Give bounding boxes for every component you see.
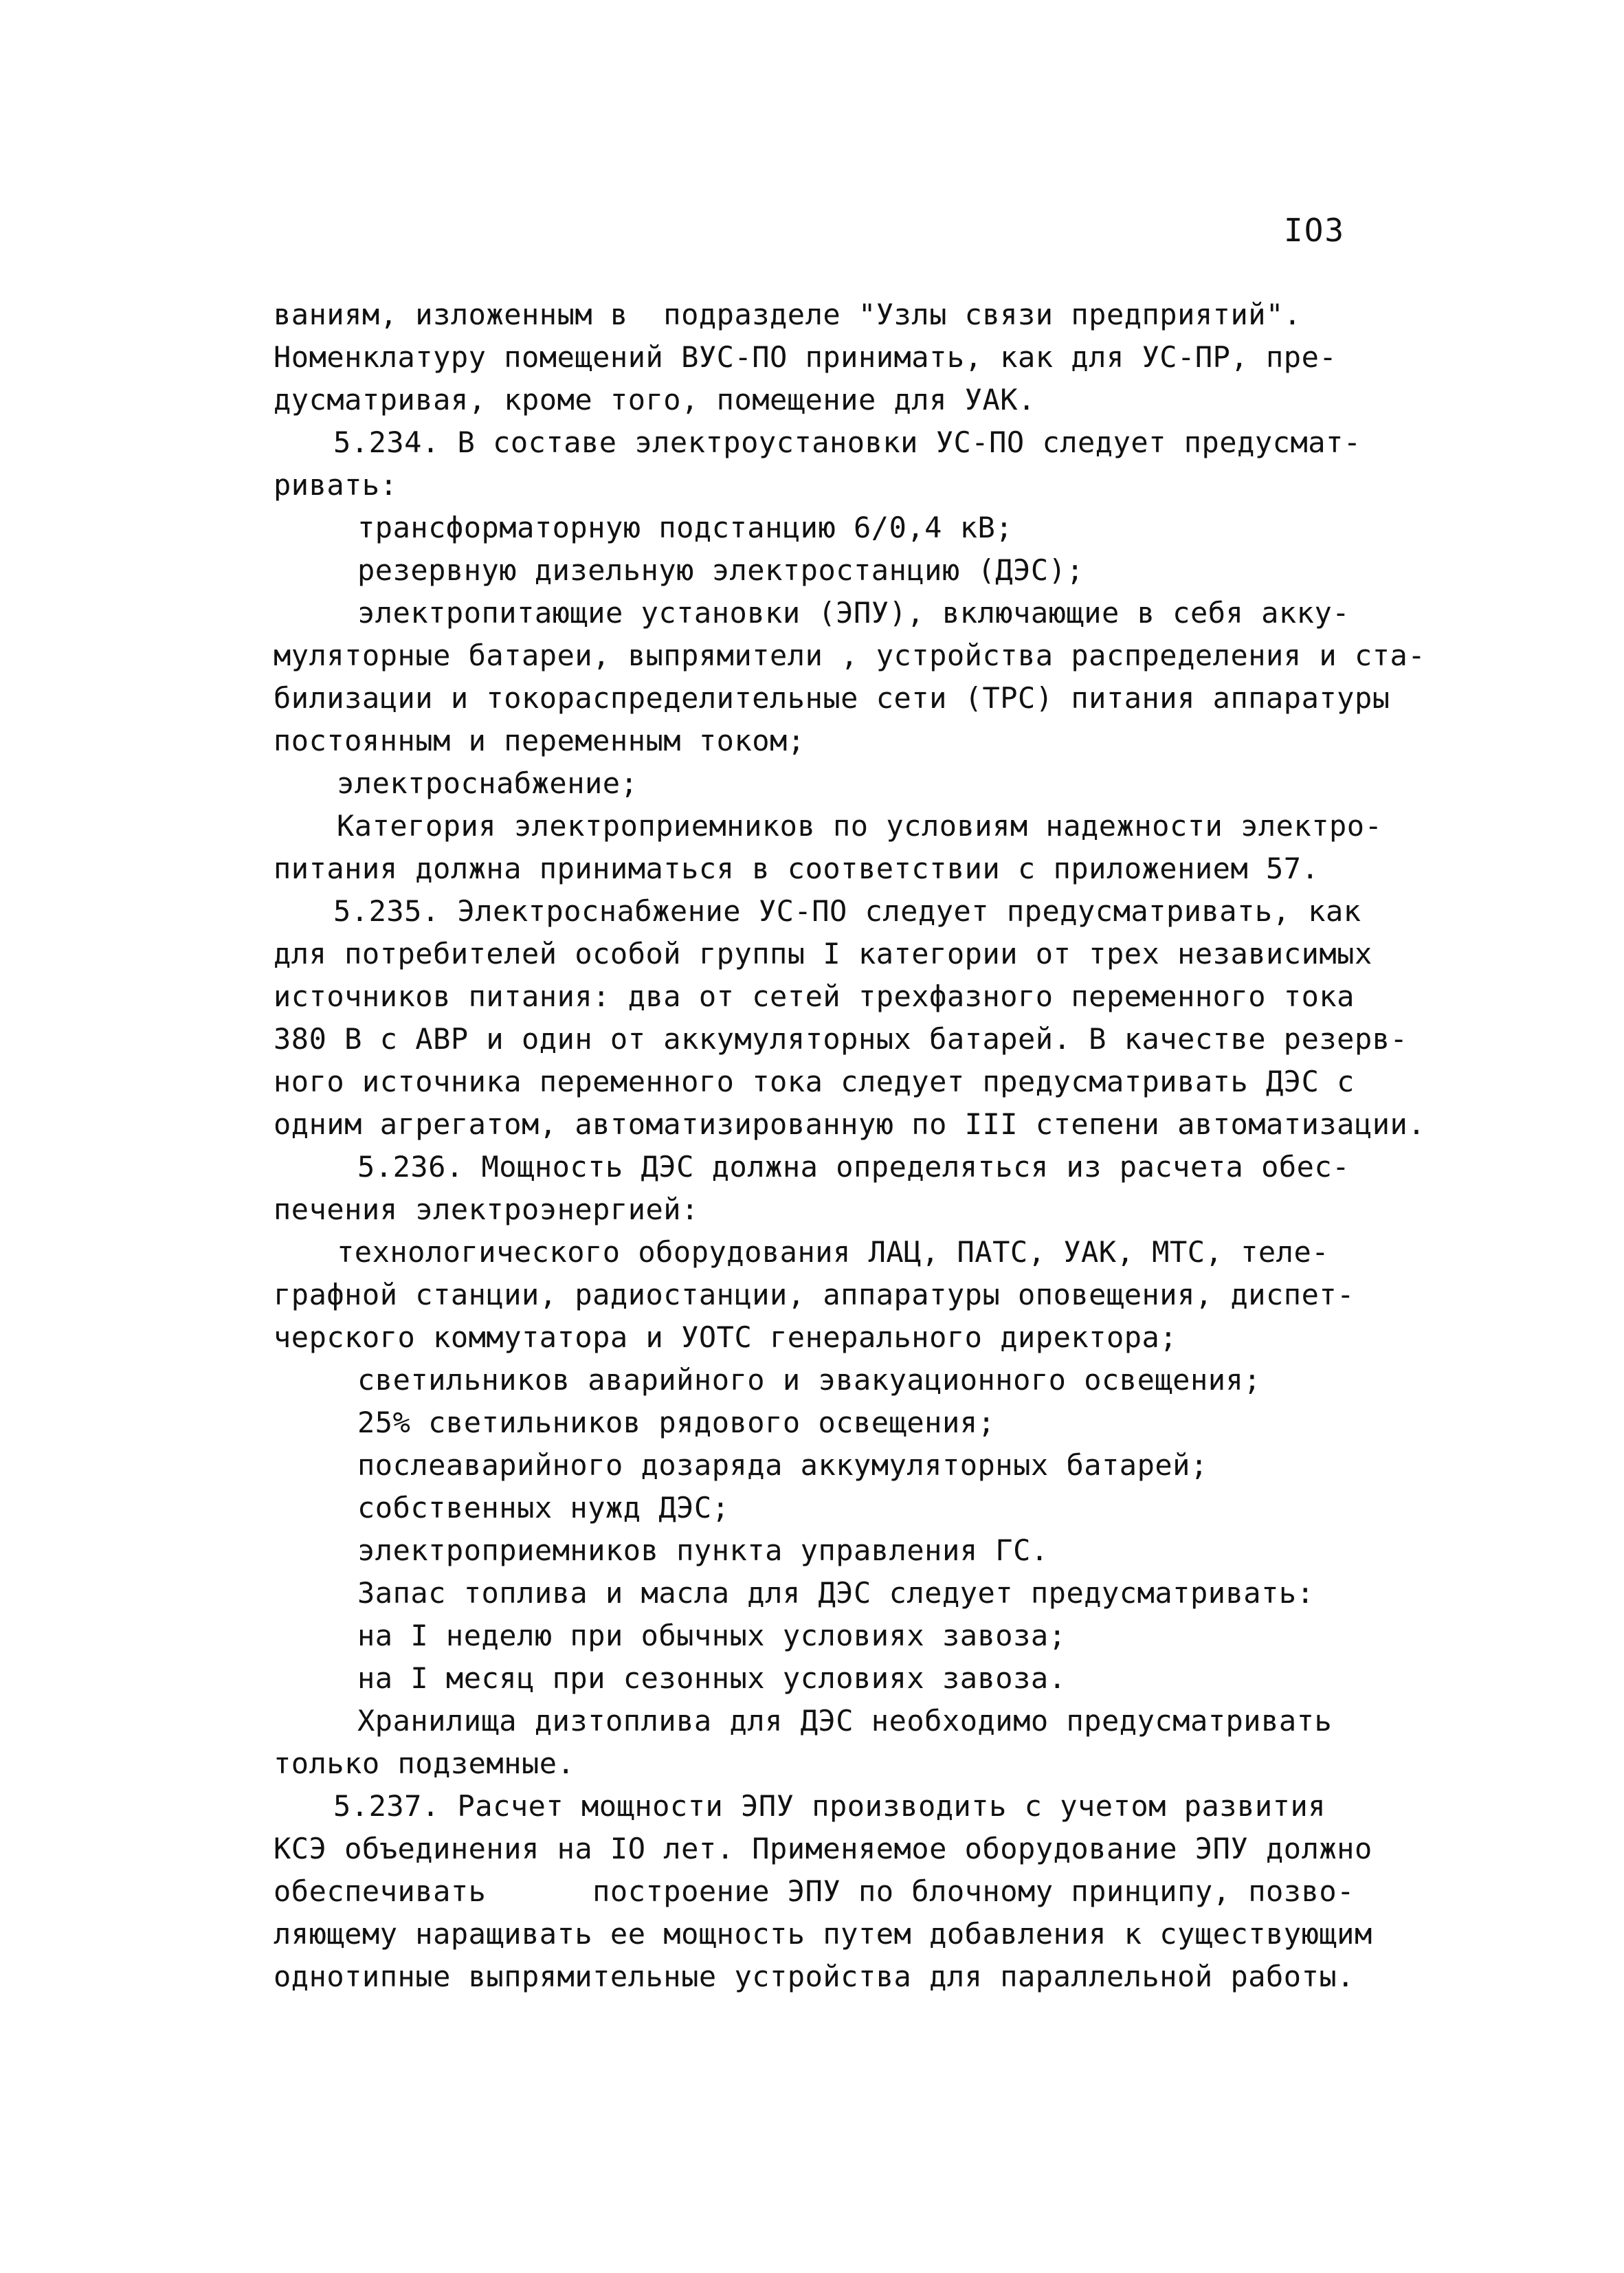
page-number: IO3 xyxy=(1284,212,1346,249)
text-line: на I неделю при обычных условиях завоза; xyxy=(357,1619,1067,1652)
text-line: Хранилища дизтоплива для ДЭС необходимо предусматривать xyxy=(357,1704,1333,1738)
text-line: послеаварийного дозаряда аккумуляторных батарей; xyxy=(357,1448,1208,1482)
text-line: резервную дизельную электростанцию (ДЭС); xyxy=(357,553,1084,587)
text-line: на I месяц при сезонных условиях завоза. xyxy=(357,1661,1067,1695)
text-line: технологического оборудования ЛАЦ, ПАТС, УАК, МТС, теле- xyxy=(337,1235,1330,1269)
text-line: трансформаторную подстанцию 6/0,4 кВ; xyxy=(357,511,1014,544)
text-line: только подземные. xyxy=(274,1747,575,1780)
text-line: ваниям, изложенным в подразделе "Узлы связи предприятий". xyxy=(274,298,1302,331)
text-line: собственных нужд ДЭС; xyxy=(357,1491,730,1524)
text-line: ного источника переменного тока следует предусматривать ДЭС с xyxy=(274,1065,1355,1098)
text-line: КСЭ объединения на IO лет. Применяемое оборудование ЭПУ должно xyxy=(274,1832,1372,1865)
text-line: питания должна приниматься в соответствии с приложением 57. xyxy=(274,852,1320,885)
text-line: Номенклатуру помещений ВУС-ПО принимать, как для УС-ПР, пре- xyxy=(274,340,1337,374)
text-line: черского коммутатора и УОТС генерального директора; xyxy=(274,1320,1178,1354)
text-line: 25% светильников рядового освещения; xyxy=(357,1406,996,1439)
text-line: Категория электроприемников по условиям надежности электро- xyxy=(337,809,1383,843)
text-line: дусматривая, кроме того, помещение для УАК. xyxy=(274,383,1036,417)
text-line: 5.236. Мощность ДЭС должна определяться из расчета обес- xyxy=(357,1150,1350,1184)
text-line: 5.235. Электроснабжение УС-ПО следует предусматривать, как xyxy=(333,894,1361,928)
text-line: электроприемников пункта управления ГС. xyxy=(357,1533,1049,1567)
text-line: графной станции, радиостанции, аппаратуры оповещения, диспет- xyxy=(274,1278,1355,1311)
text-line: муляторные батареи, выпрямители , устройства распределения и ста- xyxy=(274,639,1426,672)
text-line: обеспечивать построение ЭПУ по блочному принципу, позво- xyxy=(274,1874,1355,1908)
text-line: 380 В с АВР и один от аккумуляторных батарей. В качестве резерв- xyxy=(274,1022,1408,1056)
text-line: печения электроэнергией: xyxy=(274,1193,699,1226)
text-line: для потребителей особой группы I категории от трех независимых xyxy=(274,937,1372,971)
text-line: однотипные выпрямительные устройства для параллельной работы. xyxy=(274,1960,1355,1993)
text-line: источников питания: два от сетей трехфазного переменного тока xyxy=(274,979,1355,1013)
text-line: ривать: xyxy=(274,468,398,502)
text-line: светильников аварийного и эвакуационного освещения; xyxy=(357,1363,1262,1397)
text-line: постоянным и переменным током; xyxy=(274,724,805,757)
text-line: 5.234. В составе электроустановки УС-ПО следует предусмат- xyxy=(333,425,1361,459)
text-line: билизации и токораспределительные сети (ТРС) питания аппаратуры xyxy=(274,681,1390,715)
text-line: электропитающие установки (ЭПУ), включающие в себя акку- xyxy=(357,596,1350,630)
text-line: Запас топлива и масла для ДЭС следует предусматривать: xyxy=(357,1576,1315,1610)
text-line: одним агрегатом, автоматизированную по III степени автоматизации. xyxy=(274,1107,1426,1141)
text-line: электроснабжение; xyxy=(337,766,638,800)
text-line: 5.237. Расчет мощности ЭПУ производить с учетом развития xyxy=(333,1789,1326,1823)
text-line: ляющему наращивать ее мощность путем добавления к существующим xyxy=(274,1917,1372,1951)
